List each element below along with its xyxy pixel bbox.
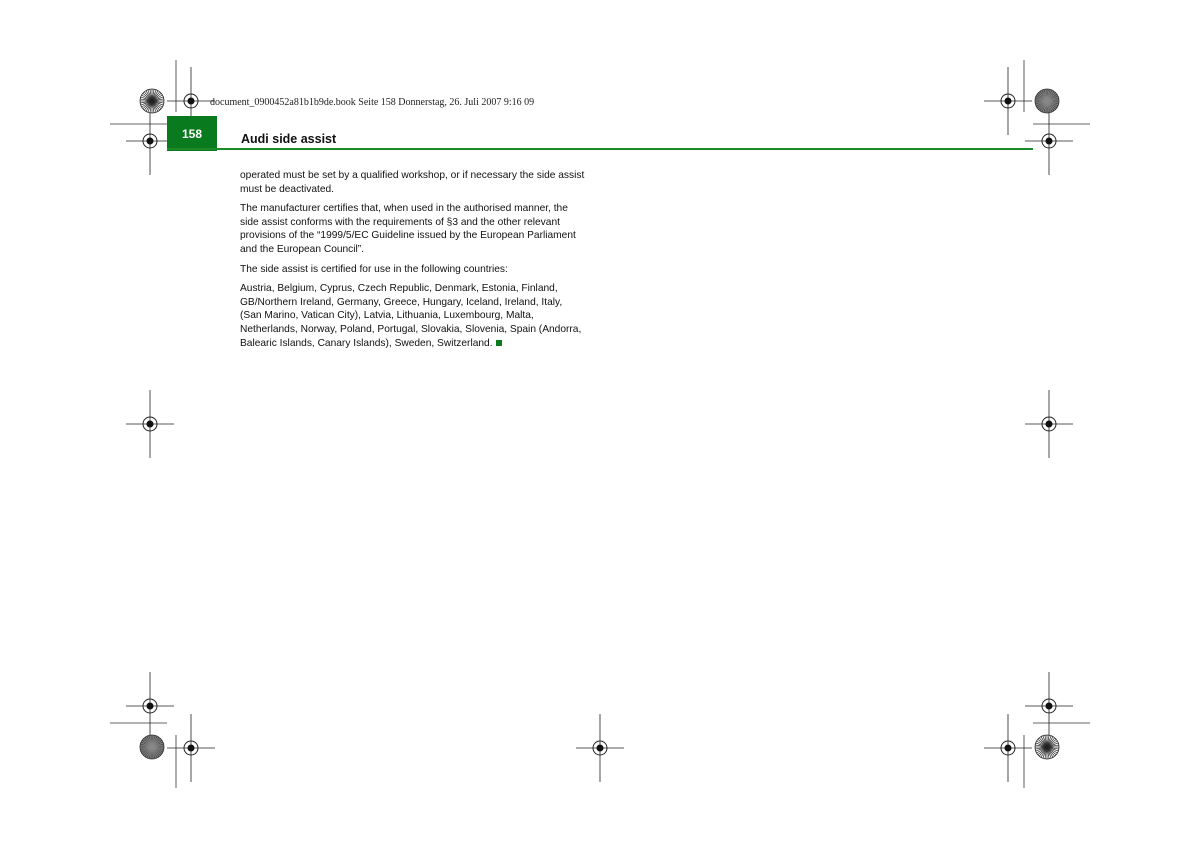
registration-mark-icon xyxy=(126,390,174,458)
end-of-section-icon xyxy=(496,340,502,346)
header-rule xyxy=(167,148,1033,150)
radial-starburst-icon xyxy=(140,735,164,759)
registration-mark-icon xyxy=(984,67,1032,135)
registration-mark-icon xyxy=(1025,390,1073,458)
registration-mark-icon xyxy=(984,714,1032,782)
registration-mark-icon xyxy=(1025,672,1073,740)
print-info-line: document_0900452a81b1b9de.book Seite 158 Donnerstag, 26. Juli 2007 9:16 09 xyxy=(210,97,535,108)
paragraph-3: The side assist is certified for use in the following countries: xyxy=(240,263,508,275)
paragraph-4 xyxy=(240,282,586,350)
section-title: Audi side assist xyxy=(241,132,337,146)
country-list: Austria, Belgium, Cyprus, Czech Republic, Denmark, Estonia, Finland, GB/Northern Ireland, Germany, Greece, Hungary, Iceland, Ireland, Italy, (San Marino, Vatican City), Latvia, Lithuania, Luxembourg, Malta, Netherlands, Norway, Poland, Portugal, Slovakia, Slovenia, Spain (Andorra, Balearic Islands, Canary Islands), Sweden, Switzerland. xyxy=(240,283,582,349)
registration-mark-icon xyxy=(167,714,215,782)
body-text xyxy=(240,169,586,356)
registration-mark-icon xyxy=(576,714,624,782)
paragraph-1: operated must be set by a qualified workshop, or if necessary the side assist must be deactivated. xyxy=(240,170,585,195)
radial-starburst-icon xyxy=(1035,735,1059,759)
radial-starburst-icon xyxy=(1035,89,1059,113)
page-number: 158 xyxy=(181,126,203,141)
radial-starburst-icon xyxy=(140,89,164,113)
registration-mark-icon xyxy=(1025,107,1073,175)
registration-mark-icon xyxy=(126,672,174,740)
page-number-tab xyxy=(167,116,217,151)
paragraph-2: The manufacturer certifies that, when used in the authorised manner, the side assist conforms with the requirements of §3 and the other relevant provisions of the “1999/5/EC Guideline issued by the European Parliament and the European Council”. xyxy=(240,203,576,255)
